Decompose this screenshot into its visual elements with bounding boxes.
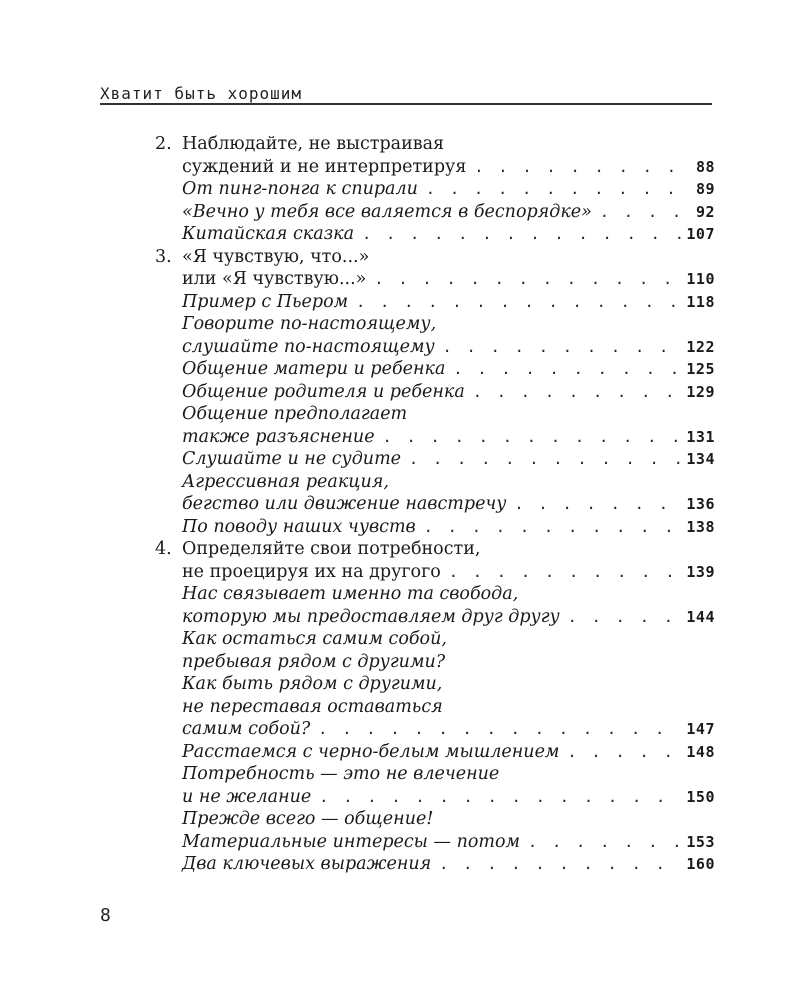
toc-chapter-number: 4.: [155, 539, 172, 559]
toc-entry-continuation: [155, 583, 715, 606]
toc-entry: [155, 516, 715, 539]
toc-entry: [155, 606, 715, 629]
toc-entry: [155, 268, 715, 291]
toc-entry-title: не проецируя их на другого: [182, 561, 441, 582]
toc-entry-title: Китайская сказка: [182, 224, 355, 244]
toc-page-number: 92: [695, 202, 715, 221]
toc-entry-title: Слушайте и не судите: [182, 449, 402, 469]
toc-entry-continuation: [155, 763, 715, 786]
toc-page-number: 110: [686, 270, 715, 288]
toc-entry-title: Общение матери и ребенка: [182, 359, 446, 379]
toc-entry-continuation: [155, 313, 715, 336]
toc-page-number: 131: [686, 427, 715, 446]
dot-leader: [362, 223, 682, 246]
page-number: 8: [100, 905, 111, 926]
toc-entry-title: также разъяснение: [182, 426, 375, 447]
dot-leader: [409, 448, 682, 471]
dot-leader: [449, 561, 683, 584]
toc-entry-title: Наблюдайте, не выстраивая: [182, 134, 445, 154]
toc-entry: [155, 493, 715, 516]
toc-entry-title: Как быть рядом с другими,: [182, 674, 443, 694]
toc-entry: [155, 786, 715, 809]
dot-leader: [568, 606, 683, 629]
toc-entry: [155, 201, 715, 224]
toc-entry-continuation: [155, 651, 715, 674]
toc-page-number: 125: [686, 360, 715, 378]
toc-entry-continuation: [155, 628, 715, 651]
toc-entry: [155, 178, 715, 201]
toc-entry-title: Нас связывает именно та свобода,: [182, 584, 519, 604]
dot-leader: [473, 381, 683, 404]
dot-leader: [424, 516, 683, 539]
toc-entry-title: Как остаться самим собой,: [182, 629, 447, 649]
toc-chapter-line: [155, 538, 715, 561]
toc-entry-continuation: [155, 808, 715, 831]
toc-chapter-number: 3.: [155, 246, 172, 267]
dot-leader: [474, 156, 692, 179]
toc-entry: [155, 336, 715, 359]
toc-entry-title: и не желание: [182, 786, 312, 807]
header-rule: [100, 103, 712, 105]
toc-entry: [155, 381, 715, 404]
dot-leader: [514, 493, 682, 516]
toc-entry-continuation: [155, 403, 715, 426]
toc-entry: [155, 561, 715, 584]
toc-entry-title: не переставая оставаться: [182, 696, 443, 717]
toc-entry-title: Общение родителя и ребенка: [182, 381, 465, 402]
toc-page-number: 122: [686, 337, 715, 356]
toc-entry-title: От пинг-понга к спирали: [182, 179, 418, 199]
toc-entry-title: «Я чувствую, что...»: [182, 246, 370, 267]
toc-entry-continuation: [155, 696, 715, 719]
toc-entry-title: Агрессивная реакция,: [182, 471, 389, 492]
toc-entry-title: Прежде всего — общение!: [182, 809, 434, 829]
toc-entry-title: слушайте по-настоящему: [182, 336, 435, 357]
toc-chapter-number: 2.: [155, 134, 172, 154]
toc-entry-title: По поводу наших чувств: [182, 516, 416, 537]
toc-entry-title: пребывая рядом с другими?: [182, 651, 446, 672]
toc-entry-title: Потребность — это не влечение: [182, 764, 500, 784]
toc-page-number: 136: [686, 495, 715, 513]
toc-page-number: 144: [686, 607, 715, 626]
toc-entry: [155, 853, 715, 876]
toc-entry-title: Материальные интересы — потом: [182, 831, 521, 852]
toc-entry-title: Расстаемся с черно-белым мышлением: [182, 741, 560, 762]
toc-entry: [155, 291, 715, 314]
dot-leader: [443, 336, 683, 359]
dot-leader: [439, 853, 682, 876]
dot-leader: [374, 268, 682, 291]
running-head: Хватит быть хорошим: [100, 84, 303, 103]
toc-chapter-line: [155, 133, 715, 156]
toc-entry: [155, 358, 715, 381]
toc-entry: [155, 448, 715, 471]
dot-leader: [383, 426, 683, 449]
toc-entry-title: или «Я чувствую...»: [182, 269, 367, 289]
toc-entry-title: Два ключевых выражения: [182, 854, 432, 874]
toc-entry: [155, 831, 715, 854]
toc-entry-title: Говорите по-настоящему,: [182, 314, 437, 334]
toc-entry-title: самим собой?: [182, 719, 311, 739]
toc-page-number: 148: [686, 742, 715, 761]
toc-entry-title: Определяйте свои потребности,: [182, 539, 481, 559]
toc-entry: [155, 741, 715, 764]
dot-leader: [318, 718, 682, 741]
toc-entry-continuation: [155, 471, 715, 494]
toc-page-number: 153: [686, 832, 715, 851]
toc-page-number: 139: [686, 562, 715, 581]
dot-leader: [567, 741, 682, 764]
toc-entry-title: которую мы предоставляем друг другу: [182, 606, 560, 627]
toc-entry: [155, 426, 715, 449]
toc-page-number: 138: [686, 517, 715, 536]
toc-page-number: 107: [686, 225, 715, 243]
toc-page-number: 129: [686, 382, 715, 401]
table-of-contents: [155, 133, 715, 876]
toc-entry: [155, 156, 715, 179]
dot-leader: [453, 358, 682, 381]
toc-entry-title: бегство или движение навстречу: [182, 494, 507, 514]
toc-page-number: 88: [695, 157, 715, 176]
toc-entry: [155, 223, 715, 246]
toc-page-number: 160: [686, 855, 715, 873]
toc-entry-title: Пример с Пьером: [182, 291, 349, 312]
toc-entry: [155, 718, 715, 741]
dot-leader: [600, 201, 692, 224]
toc-page-number: 118: [686, 292, 715, 311]
toc-page-number: 150: [686, 787, 715, 806]
toc-page-number: 89: [695, 180, 715, 198]
toc-page-number: 134: [686, 450, 715, 468]
toc-chapter-line: [155, 246, 715, 269]
toc-entry-title: Общение предполагает: [182, 404, 408, 424]
dot-leader: [319, 786, 682, 809]
dot-leader: [528, 831, 682, 854]
dot-leader: [426, 178, 692, 201]
toc-page-number: 147: [686, 720, 715, 738]
toc-entry-continuation: [155, 673, 715, 696]
dot-leader: [356, 291, 682, 314]
toc-entry-title: суждений и не интерпретируя: [182, 156, 467, 177]
toc-entry-title: «Вечно у тебя все валяется в беспорядке»: [182, 201, 592, 222]
